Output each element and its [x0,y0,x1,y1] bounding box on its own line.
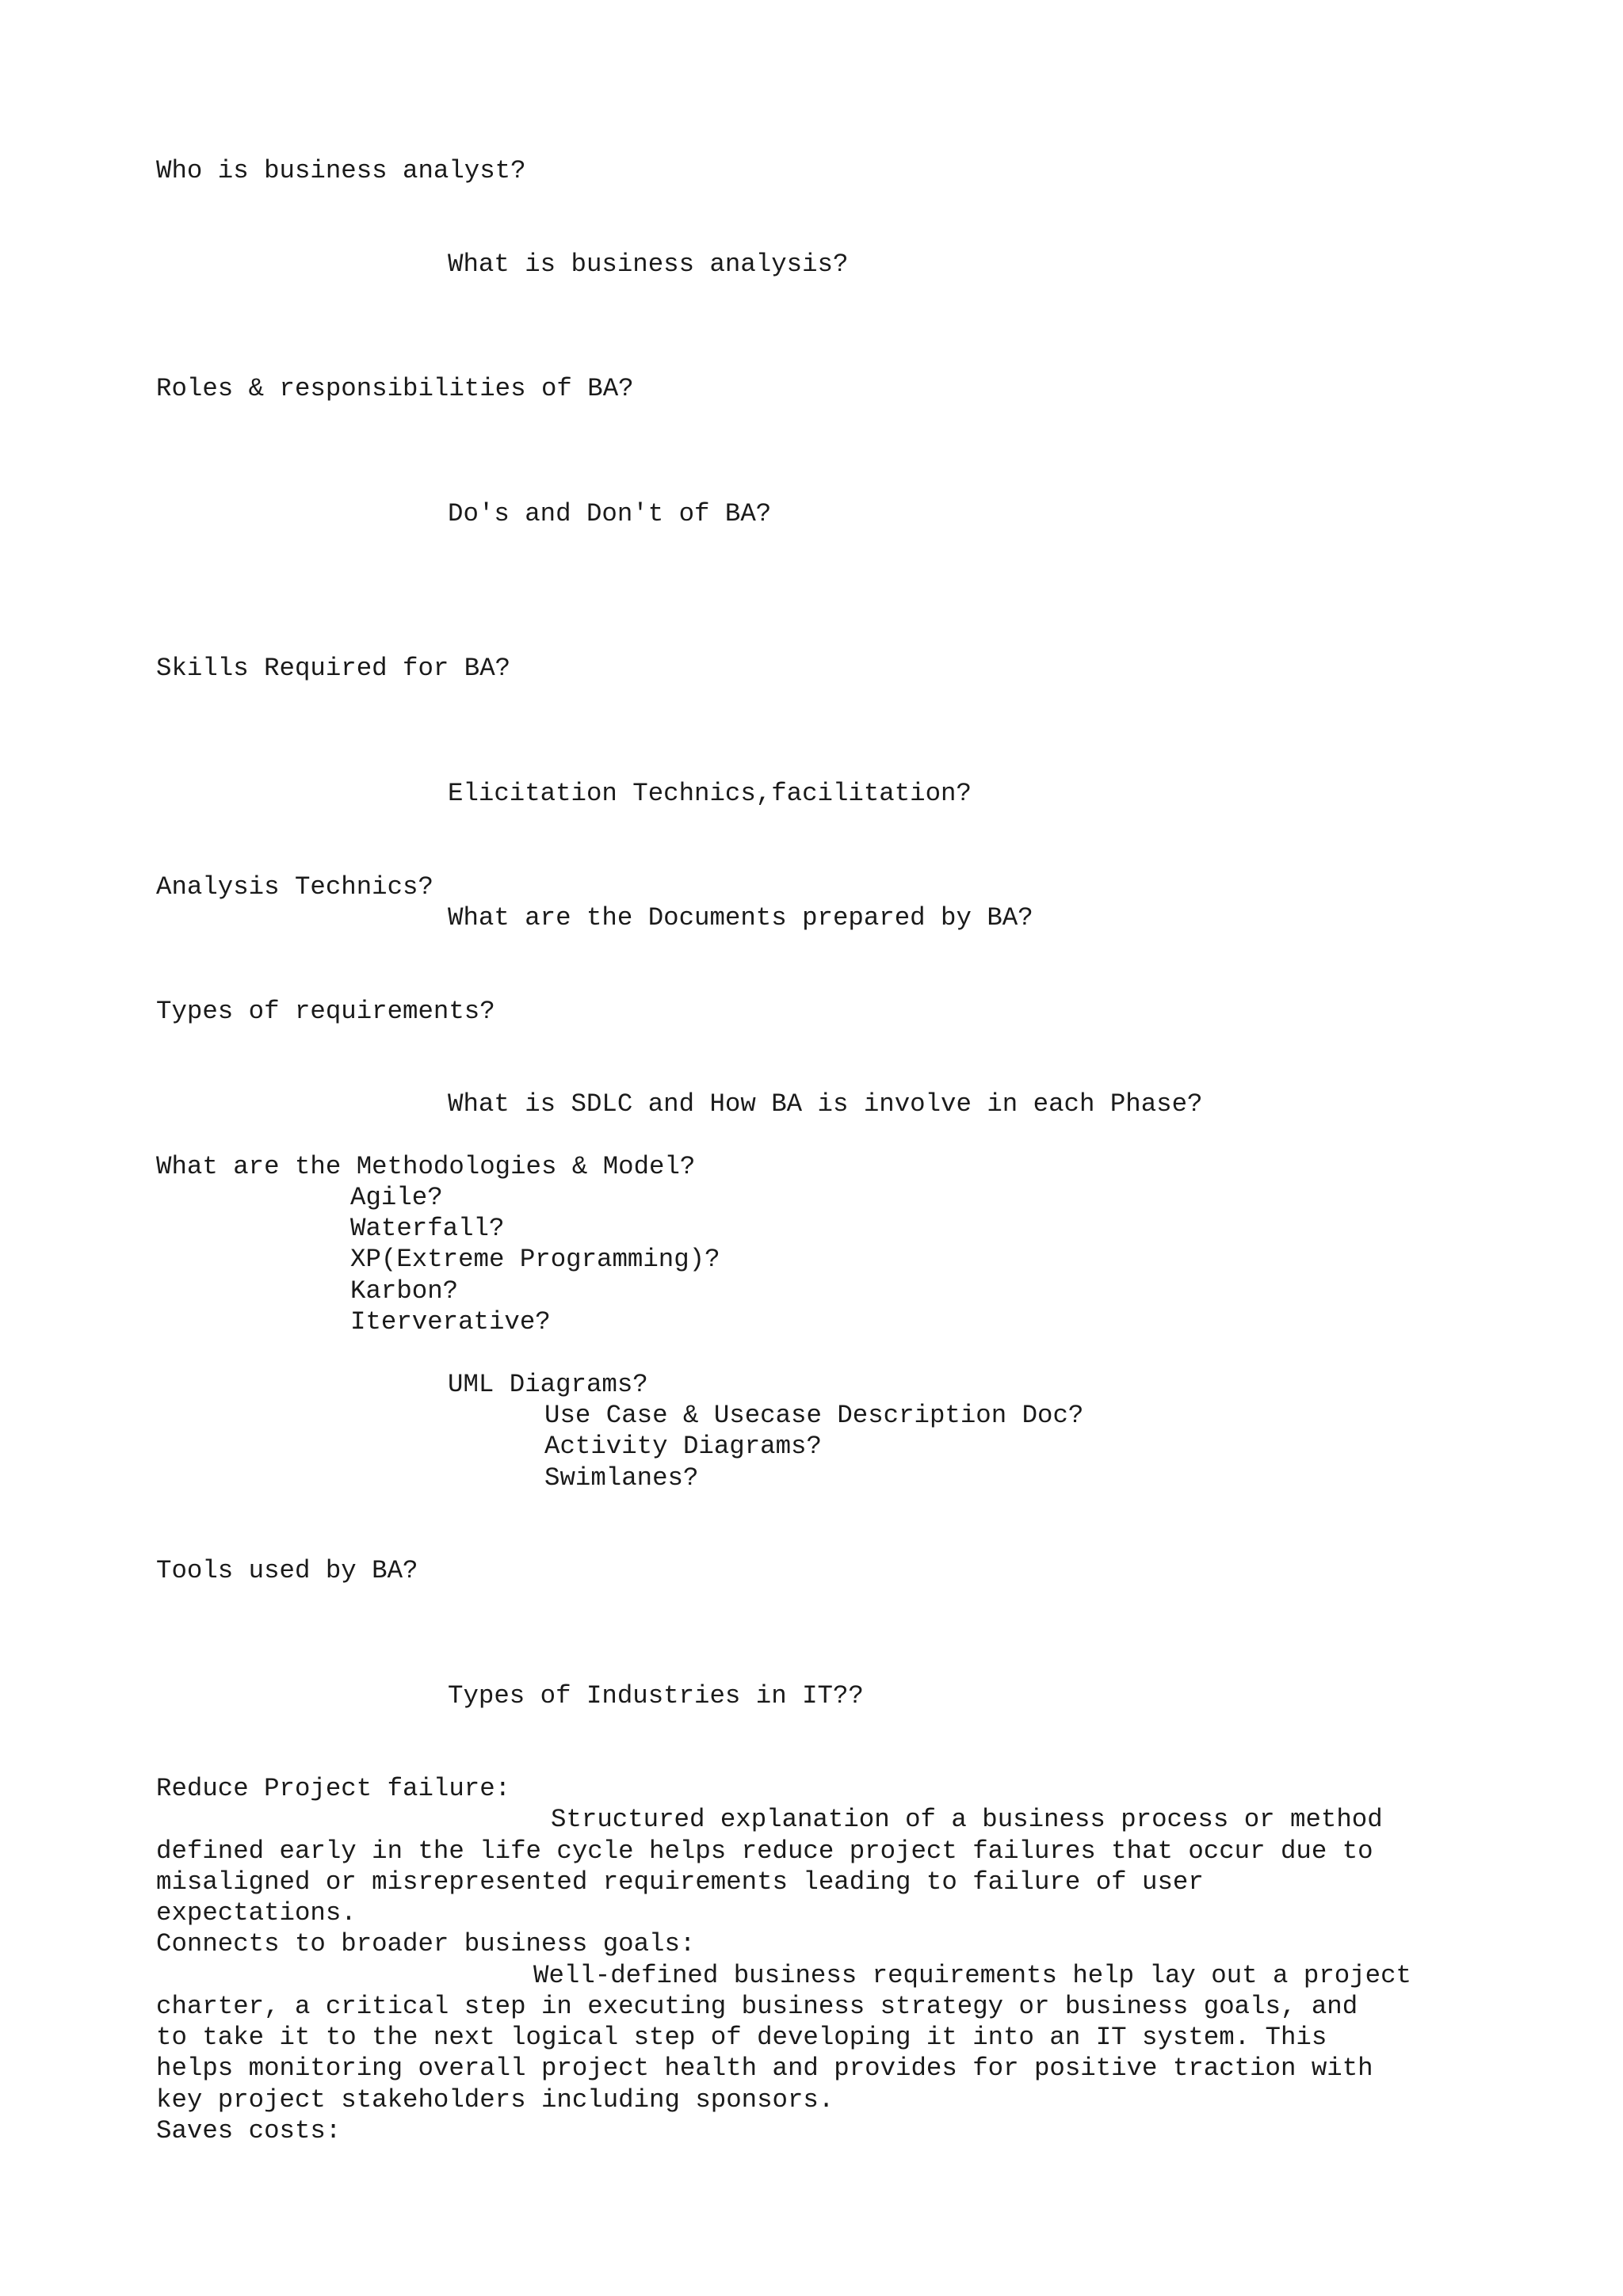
benefit-text: charter, a critical step in executing business strategy or business goals, and [156,1992,1358,2021]
uml-heading: UML Diagrams? [448,1370,648,1399]
topic-skills: Skills Required for BA? [156,654,511,683]
benefit-text: key project stakeholders including sponsors. [156,2085,834,2115]
benefit-text: to take it to the next logical step of developing it into an IT system. This [156,2023,1327,2052]
topic-tools: Tools used by BA? [156,1556,418,1585]
benefit-text: Well-defined business requirements help lay out a project [533,1961,1411,1990]
benefit-text: Structured explanation of a business process or method [551,1805,1383,1834]
topic-methodologies: What are the Methodologies & Model? [156,1152,696,1181]
uml-item: Swimlanes? [544,1463,699,1493]
methodology-item: Waterfall? [350,1214,505,1243]
methodology-item: XP(Extreme Programming)? [350,1245,720,1274]
uml-item: Activity Diagrams? [544,1432,822,1461]
topic-who-is-ba: Who is business analyst? [156,156,526,185]
topic-documents: What are the Documents prepared by BA? [448,903,1033,933]
uml-item: Use Case & Usecase Description Doc? [544,1401,1084,1430]
topic-analysis: Analysis Technics? [156,872,433,902]
topic-elicitation: Elicitation Technics,facilitation? [448,779,972,808]
topic-what-is-ba: What is business analysis? [448,250,849,279]
methodology-item: Iterverative? [350,1307,551,1337]
benefit-heading: Saves costs: [156,2116,342,2145]
topic-sdlc: What is SDLC and How BA is involve in each Phase? [448,1089,1203,1119]
benefit-text: expectations. [156,1898,357,1928]
benefit-text: misaligned or misrepresented requirements leading to failure of user [156,1867,1204,1897]
benefit-text: helps monitoring overall project health and provides for positive traction with [156,2054,1373,2083]
topic-industries: Types of Industries in IT?? [448,1681,864,1711]
topic-roles: Roles & responsibilities of BA? [156,374,634,403]
benefit-heading: Reduce Project failure: [156,1774,511,1803]
topic-dos-donts: Do's and Don't of BA? [448,499,772,528]
methodology-item: Karbon? [350,1276,459,1306]
benefit-heading: Connects to broader business goals: [156,1929,696,1958]
methodology-item: Agile? [350,1183,443,1212]
benefit-text: defined early in the life cycle helps reduce project failures that occur due to [156,1836,1373,1866]
topic-req-types: Types of requirements? [156,997,495,1026]
